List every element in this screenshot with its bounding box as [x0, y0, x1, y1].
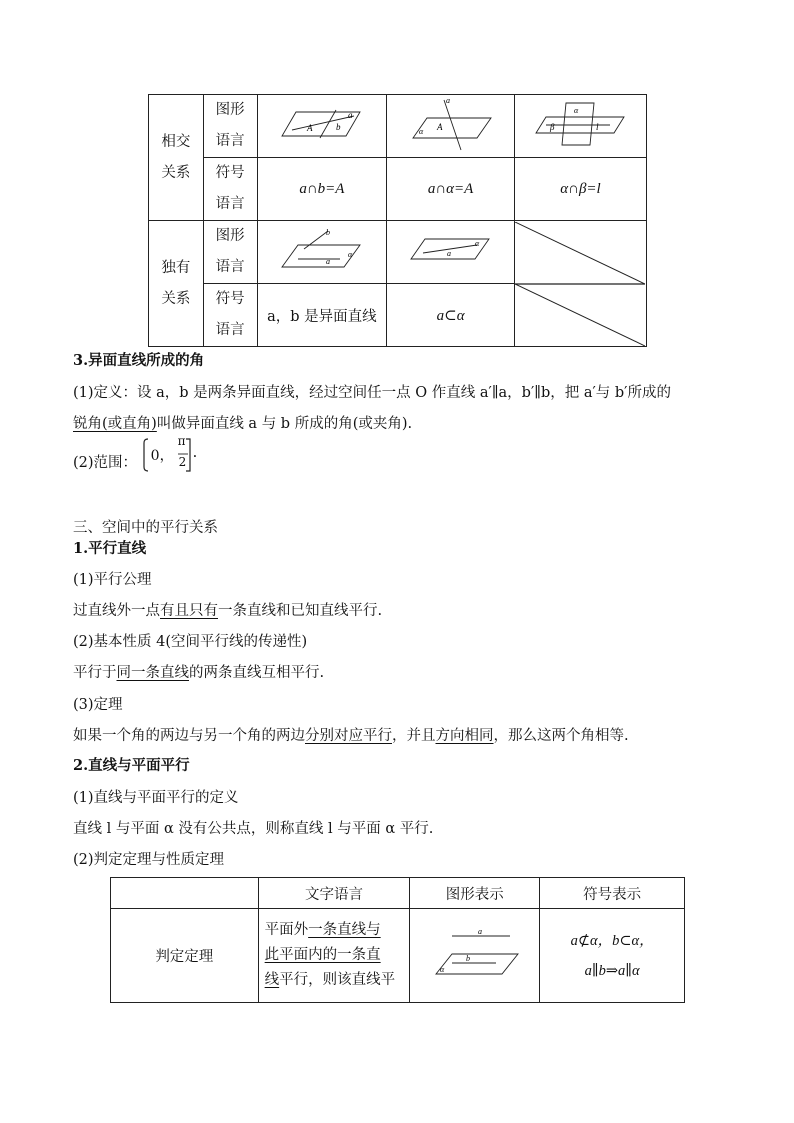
section-heading-skew-angle: 3.异面直线所成的角	[73, 352, 205, 369]
svg-text:A: A	[436, 122, 443, 132]
figure-line-parallel-plane	[410, 909, 540, 1003]
figure-line-plane-intersect	[387, 95, 515, 158]
range-line	[73, 434, 202, 485]
svg-text:β: β	[550, 122, 555, 132]
figure-planes-intersect	[514, 95, 646, 158]
definition-line-2	[73, 412, 412, 433]
symbol-language-label-2: 符号 语言	[203, 284, 257, 347]
label-A: A	[306, 123, 313, 133]
range-pi: π	[177, 434, 186, 448]
criterion-text: 平面外一条直线与 此平面内的一条直 线平行，则该直线平	[258, 909, 410, 1003]
header-text-lang: 文字语言	[258, 878, 410, 909]
part-title: 三、空间中的平行关系	[73, 520, 218, 536]
figure-lines-intersect	[257, 95, 387, 158]
cell-skew: a，b 是异面直线	[257, 284, 387, 347]
cell-a-cap-b: a∩b=A	[257, 158, 387, 221]
svg-text:a: a	[325, 257, 330, 266]
property4-text: 平行于同一条直线的两条直线互相平行.	[73, 665, 325, 681]
range-close: .	[192, 445, 198, 461]
svg-text:a: a	[446, 249, 451, 258]
relations-table	[148, 94, 647, 347]
range-two: 2	[178, 455, 187, 469]
header-figure: 图形表示	[410, 878, 540, 909]
figure-language-label: 图形 语言	[203, 95, 257, 158]
range-interval	[142, 434, 202, 481]
range-open: 0，	[150, 448, 174, 464]
svg-text:α: α	[418, 127, 423, 136]
svg-text:b: b	[465, 953, 470, 963]
heading-parallel-lines: 1.平行直线	[73, 540, 147, 557]
cell-alpha-cap-beta: α∩β=l	[514, 158, 646, 221]
range-label: (2)范围：	[73, 455, 138, 471]
svg-text:α: α	[439, 964, 444, 974]
criterion-symbol: a⊄α，b⊂α， a∥b⇒a∥α	[540, 909, 685, 1003]
header-symbol: 符号表示	[540, 878, 685, 909]
svg-text:b: b	[325, 228, 330, 237]
row-label-unique: 独有 关系	[149, 221, 204, 347]
figure-language-label-2: 图形 语言	[203, 221, 257, 284]
svg-text:α: α	[474, 239, 479, 248]
svg-text:l: l	[596, 122, 599, 132]
label-b: b	[335, 122, 341, 132]
axiom-text: 过直线外一点有且只有一条直线和已知直线平行.	[73, 603, 383, 619]
svg-text:a: a	[445, 96, 450, 105]
figure-line-in-plane	[387, 221, 515, 284]
theorem-title: (3)定理	[73, 697, 123, 713]
theorems-title: (2)判定定理与性质定理	[73, 852, 225, 868]
property4-title: (2)基本性质 4(空间平行线的传递性)	[73, 634, 308, 650]
definition-title: (1)直线与平面平行的定义	[73, 790, 239, 806]
heading-line-plane-parallel: 2.直线与平面平行	[73, 757, 190, 774]
definition-line-1: (1)定义：设 a，b 是两条异面直线，经过空间任一点 O 作直线 a′∥a，b′∥b，把 a′与 b′所成的	[73, 385, 671, 401]
cell-a-sub-alpha: a⊂α	[387, 284, 515, 347]
label-a: a	[347, 110, 353, 120]
axiom-title: (1)平行公理	[73, 572, 152, 588]
symbol-language-label: 符号 语言	[203, 158, 257, 221]
svg-text:α: α	[347, 250, 353, 259]
acute-angle-term: 锐角(或直角)	[73, 416, 157, 432]
definition-text: 直线 l 与平面 α 没有公共点，则称直线 l 与平面 α 平行.	[73, 821, 434, 837]
parallel-theorem-table	[110, 877, 685, 1003]
svg-text:α: α	[574, 106, 579, 115]
diagonal-empty-cell	[514, 221, 646, 347]
header-empty	[111, 878, 259, 909]
row-label-intersect: 相交 关系	[149, 95, 204, 221]
figure-skew-lines	[257, 221, 387, 284]
row-label-criterion: 判定定理	[111, 909, 259, 1003]
definition-tail: 叫做异面直线 a 与 b 所成的角(或夹角).	[156, 416, 413, 432]
theorem-text: 如果一个角的两边与另一个角的两边分别对应平行，并且方向相同，那么这两个角相等.	[73, 728, 629, 744]
svg-text:a: a	[477, 926, 482, 936]
cell-a-cap-alpha: a∩α=A	[387, 158, 515, 221]
